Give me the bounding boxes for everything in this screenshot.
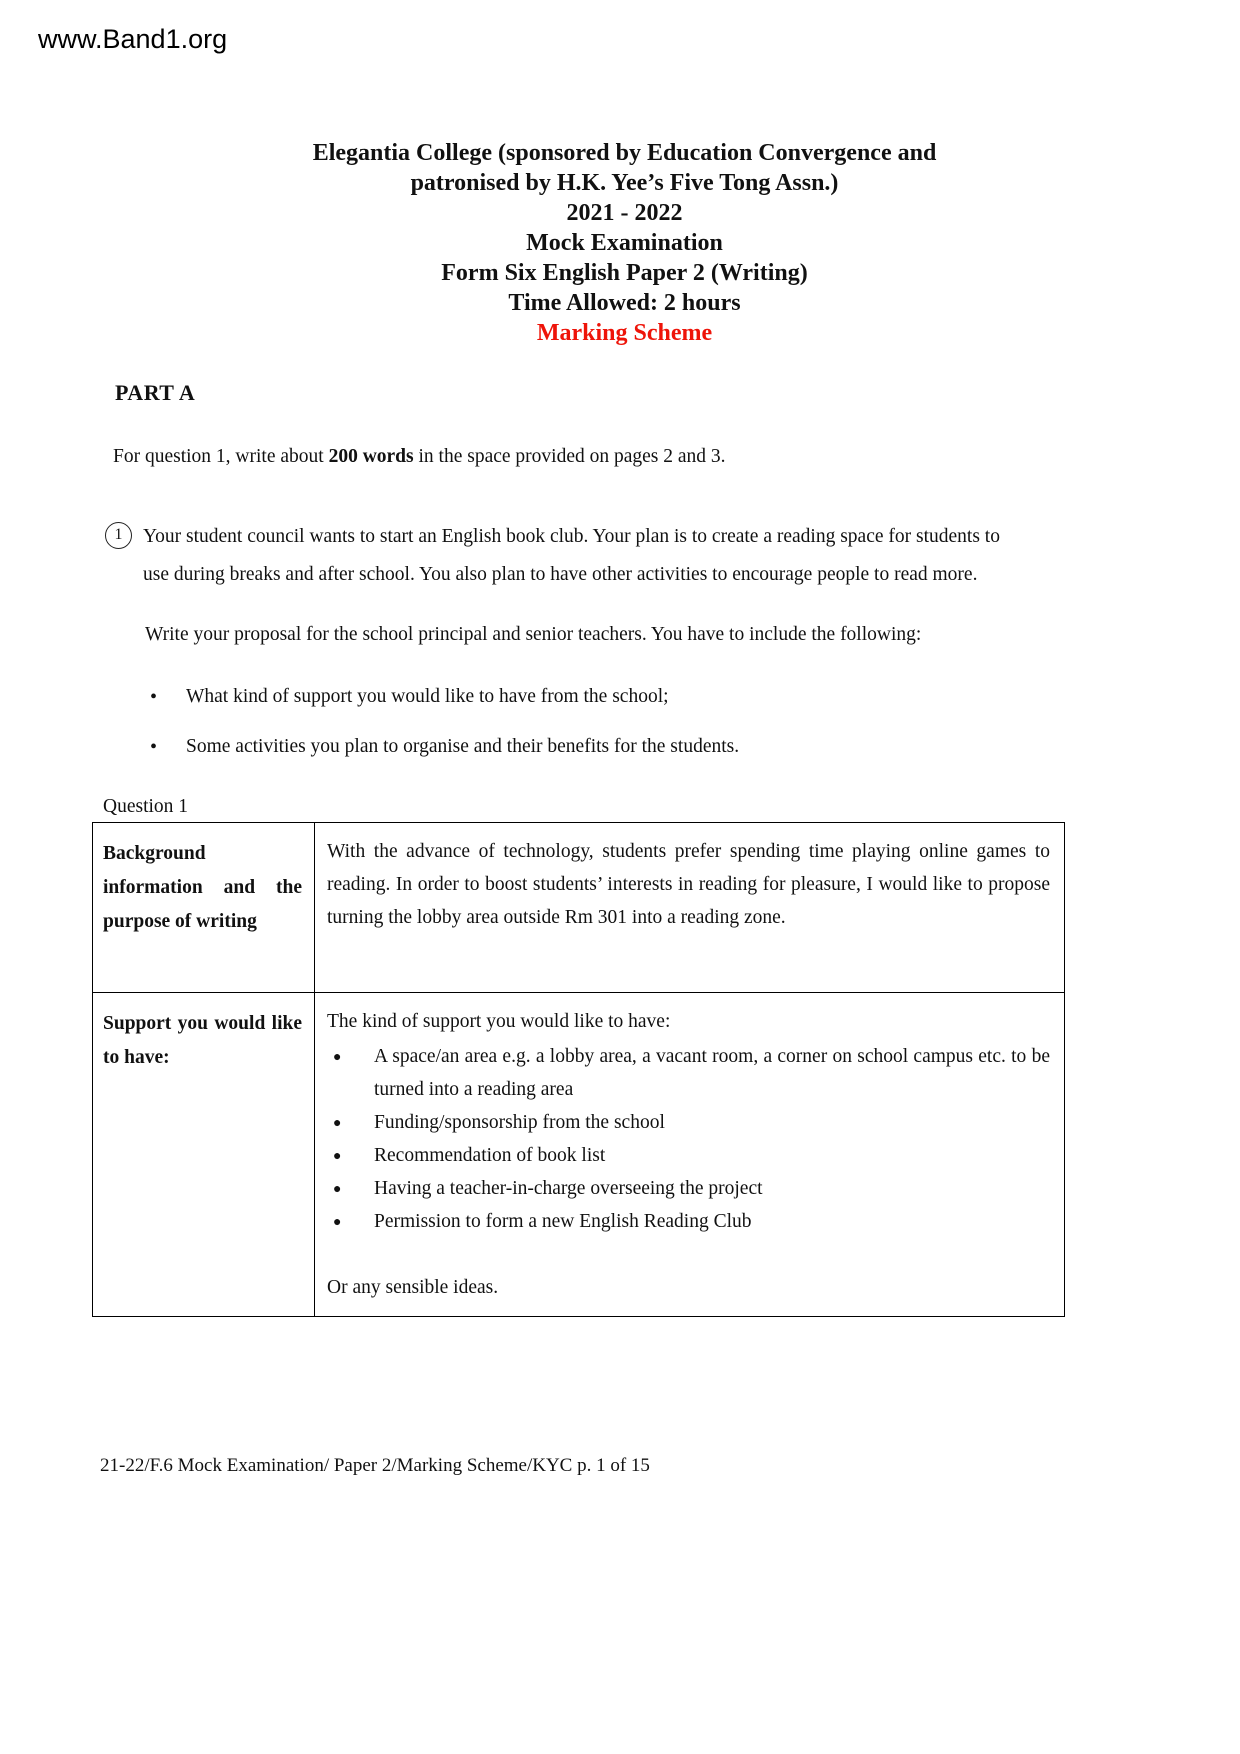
row-content-background: With the advance of technology, students prefer spending time playing online games to reading. In order to boost students’ interests in reading for pleasure, I would like to propose turning the lobby area outside Rm 301 into a reading zone. xyxy=(315,823,1065,993)
instruction-text xyxy=(113,446,1157,468)
watermark: www.Band1.org xyxy=(38,24,228,54)
question-bullet: • Some activities you plan to organise and their benefits for the students. xyxy=(150,732,1157,762)
question-paragraph-2: Write your proposal for the school principal and senior teachers. You have to include the following: xyxy=(145,624,922,645)
exam-year: 2021 - 2022 xyxy=(566,200,683,226)
table-row-support xyxy=(93,993,1065,1317)
row-label-support: Support you would like to have: xyxy=(93,993,315,1317)
table-caption: Question 1 xyxy=(103,796,189,817)
row-content-support xyxy=(315,993,1065,1317)
document-header xyxy=(92,138,1157,348)
time-allowed: Time Allowed: 2 hours xyxy=(508,290,741,316)
page-footer: 21-22/F.6 Mock Examination/ Paper 2/Marking Scheme/KYC p. 1 of 15 xyxy=(100,1455,650,1476)
instruction-prefix: For question 1, write about xyxy=(113,446,329,467)
table-row-background xyxy=(93,823,1065,993)
college-title-line1: Elegantia College (sponsored by Education Convergence and xyxy=(312,140,937,166)
question-1-block xyxy=(105,518,1157,594)
paper-name: Form Six English Paper 2 (Writing) xyxy=(441,260,808,286)
question-number-badge: 1 xyxy=(105,522,132,549)
marking-scheme-table xyxy=(92,822,1065,1317)
support-bullet: ● Funding/sponsorship from the school xyxy=(327,1106,1050,1139)
support-bullet: ● Recommendation of book list xyxy=(327,1139,1050,1172)
support-bullet: ● Permission to form a new English Reading Club xyxy=(327,1205,1050,1238)
instruction-suffix: in the space provided on pages 2 and 3. xyxy=(413,446,726,467)
college-title-line2: patronised by H.K. Yee’s Five Tong Assn.) xyxy=(410,170,839,196)
instruction-bold: 200 words xyxy=(328,446,414,467)
support-intro: The kind of support you would like to have: xyxy=(327,1011,671,1032)
support-bullet: ● Having a teacher-in-charge overseeing the project xyxy=(327,1172,1050,1205)
question-paragraph-1: Your student council wants to start an English book club. Your plan is to create a reading space for students to use during breaks and after school. You also plan to have other activities to encourage people to read more. xyxy=(143,526,1000,585)
row-label-background: Background information and the purpose of writing xyxy=(93,823,315,993)
question-bullet-list xyxy=(150,682,1157,762)
support-bullet-list xyxy=(327,1040,1050,1238)
exam-name: Mock Examination xyxy=(526,230,723,256)
part-a-heading: PART A xyxy=(115,380,196,405)
marking-scheme-label: Marking Scheme xyxy=(536,320,713,346)
question-bullet: • What kind of support you would like to have from the school; xyxy=(150,682,1157,712)
support-outro: Or any sensible ideas. xyxy=(327,1277,499,1298)
support-bullet: ● A space/an area e.g. a lobby area, a vacant room, a corner on school campus etc. to be turned into a reading area xyxy=(327,1040,1050,1106)
